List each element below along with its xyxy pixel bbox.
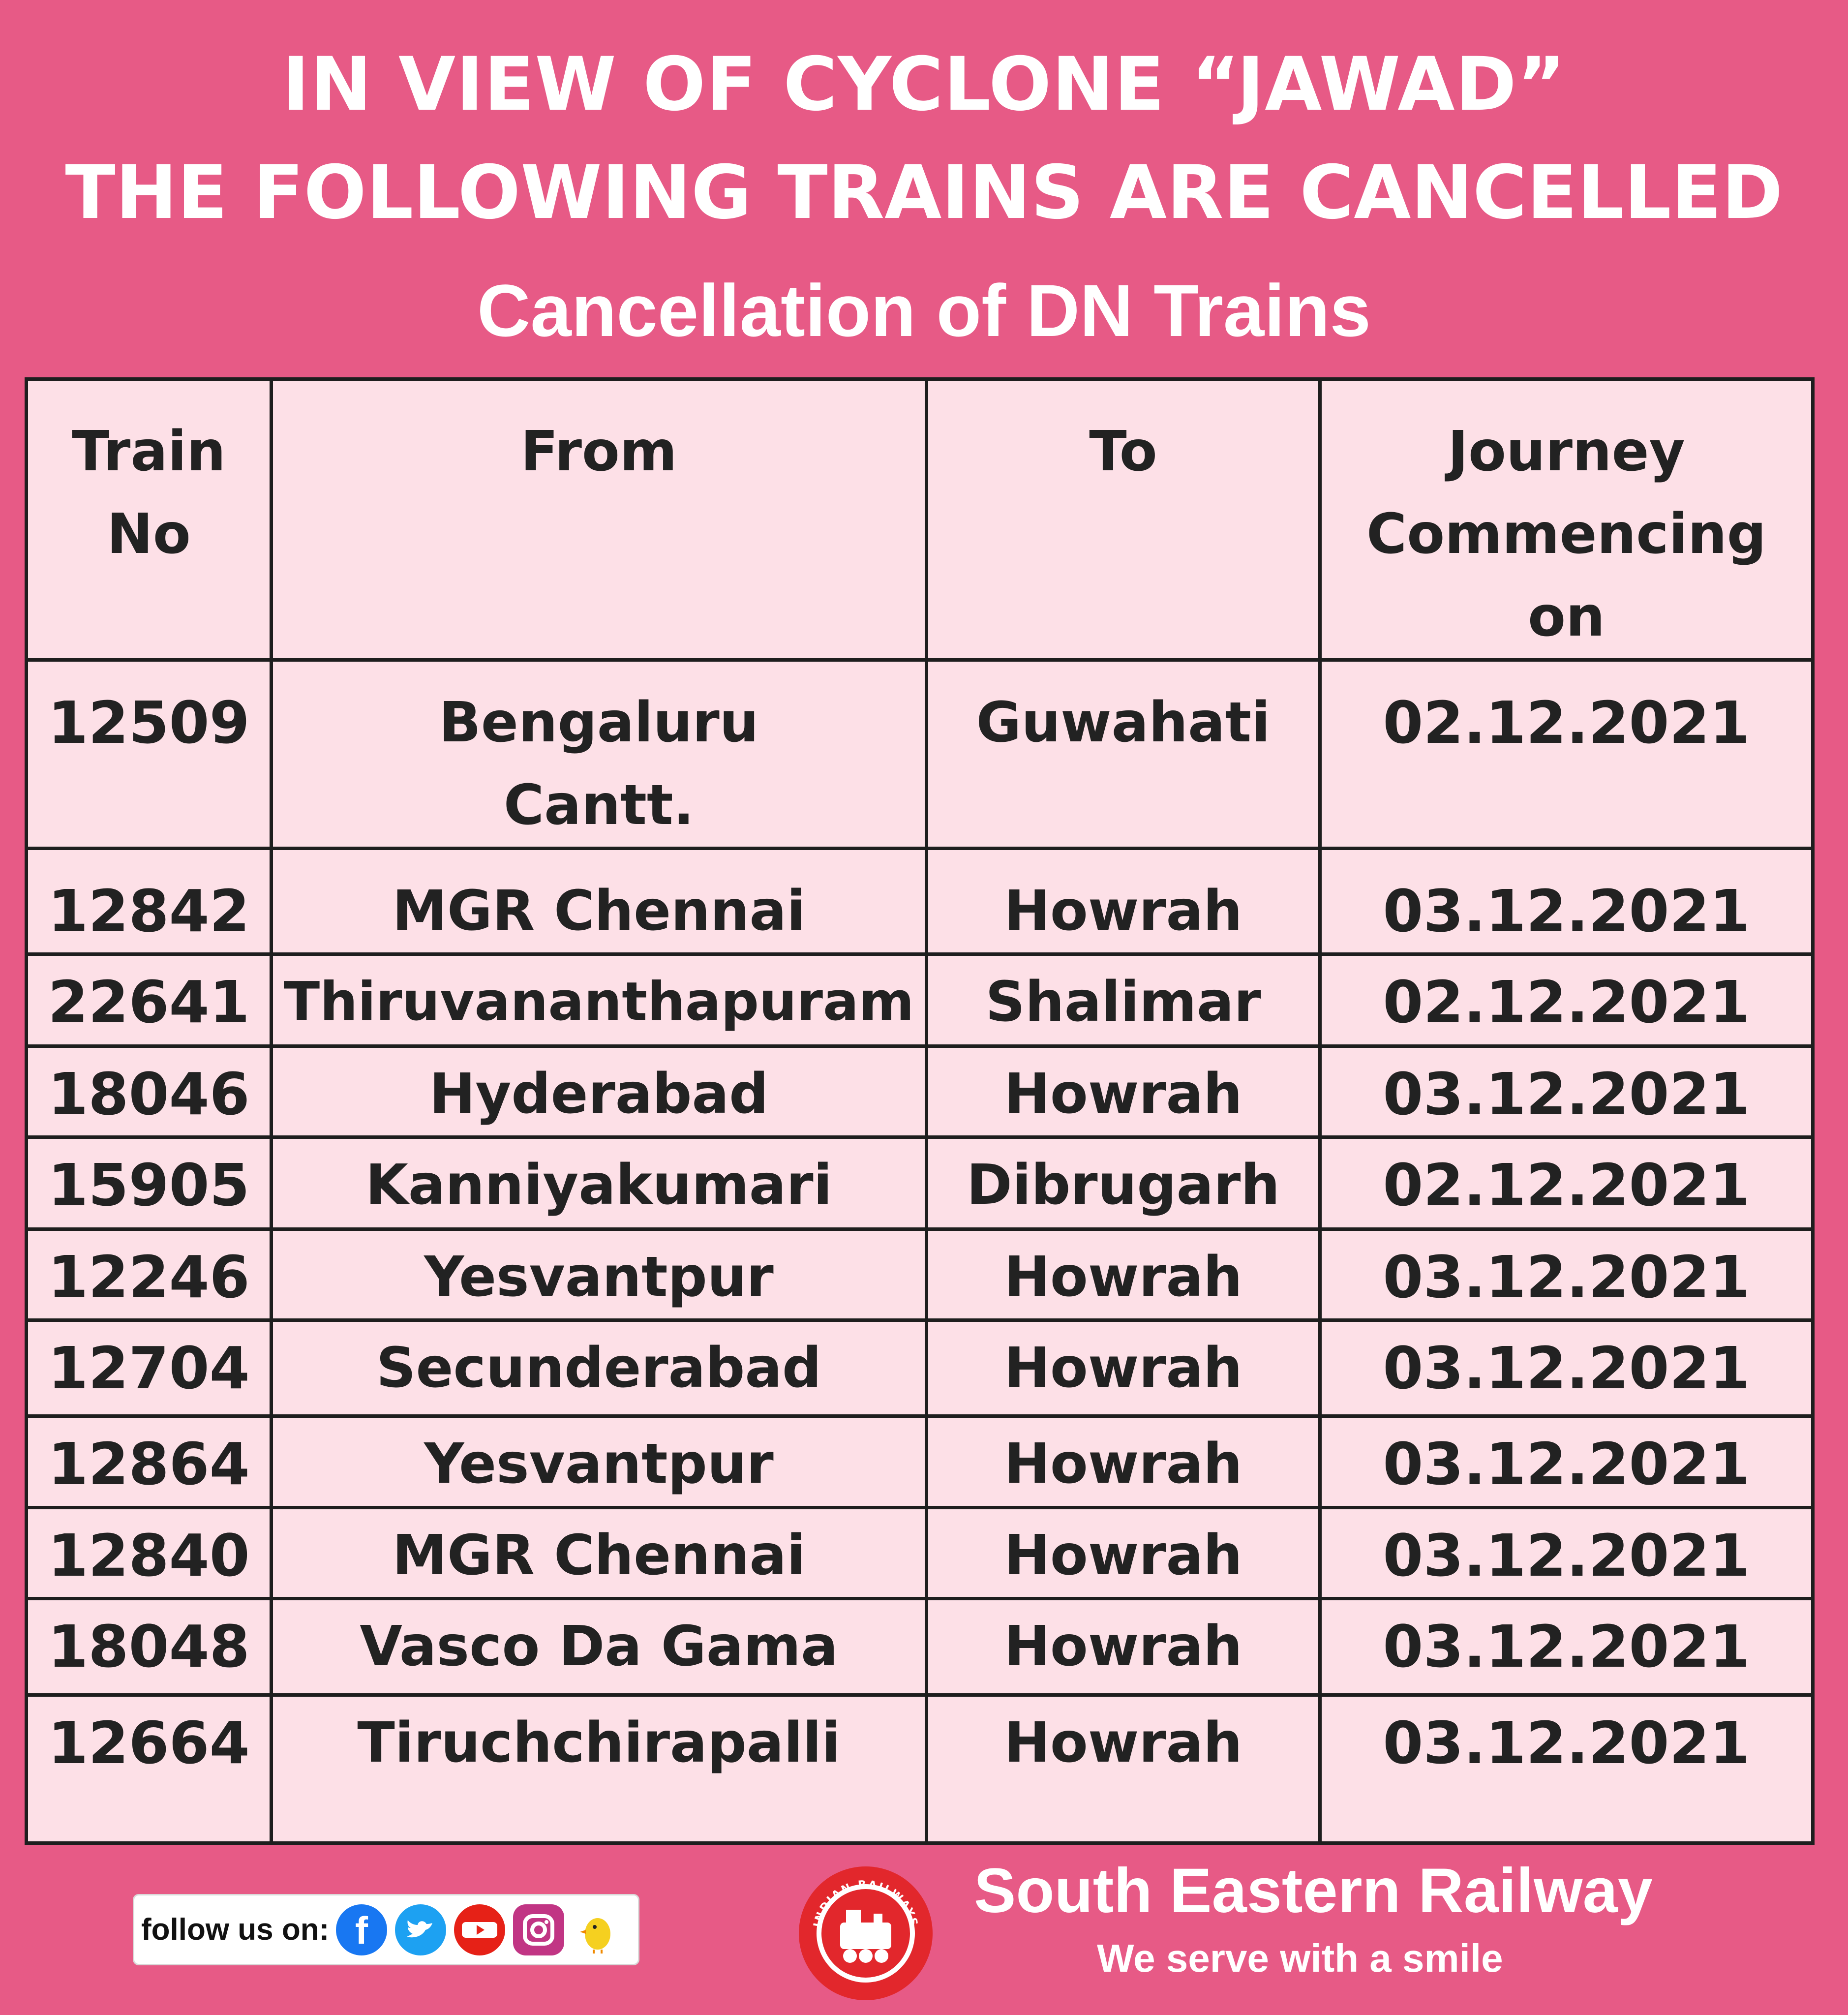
table-row bbox=[27, 1137, 1813, 1229]
cell-to: Howrah bbox=[927, 1320, 1320, 1416]
header-from bbox=[272, 379, 927, 660]
table-row bbox=[27, 1599, 1813, 1695]
twitter-icon[interactable] bbox=[395, 1904, 446, 1955]
cell-to: Howrah bbox=[927, 1046, 1320, 1137]
cell-train-no: 18048 bbox=[27, 1599, 272, 1695]
cell-from: MGR Chennai bbox=[272, 1508, 927, 1599]
cell-train-no: 12509 bbox=[27, 660, 272, 849]
cell-from: Kanniyakumari bbox=[272, 1137, 927, 1229]
table-row bbox=[27, 660, 1813, 849]
cell-train-no: 12704 bbox=[27, 1320, 272, 1416]
header-to-label: To bbox=[1089, 420, 1157, 484]
cell-train-no: 12864 bbox=[27, 1416, 272, 1508]
cell-to: Howrah bbox=[927, 1508, 1320, 1599]
koo-icon[interactable] bbox=[572, 1904, 623, 1955]
cell-date: 03.12.2021 bbox=[1320, 1416, 1813, 1508]
cell-train-no: 12246 bbox=[27, 1229, 272, 1320]
cell-to: Shalimar bbox=[927, 954, 1320, 1046]
headline-line-2: THE FOLLOWING TRAINS ARE CANCELLED bbox=[65, 150, 1783, 236]
cell-to: Guwahati bbox=[927, 660, 1320, 849]
cell-train-no: 12842 bbox=[27, 849, 272, 954]
cell-from: Tiruchchirapalli bbox=[272, 1695, 927, 1843]
subtitle: Cancellation of DN Trains bbox=[477, 269, 1371, 352]
cell-train-no: 15905 bbox=[27, 1137, 272, 1229]
cell-date: 03.12.2021 bbox=[1320, 1229, 1813, 1320]
table-row bbox=[27, 954, 1813, 1046]
cell-train-no: 12664 bbox=[27, 1695, 272, 1843]
cell-to: Howrah bbox=[927, 1695, 1320, 1843]
railways-emblem-icon bbox=[797, 1864, 935, 2002]
facebook-icon[interactable] bbox=[336, 1904, 387, 1955]
table-row bbox=[27, 1416, 1813, 1508]
header-journey-line-2: Commencing bbox=[1366, 502, 1766, 566]
table-row bbox=[27, 1046, 1813, 1137]
cell-train-no: 22641 bbox=[27, 954, 272, 1046]
cell-from-line-2: Cantt. bbox=[503, 773, 695, 837]
header-journey bbox=[1320, 379, 1813, 660]
cell-date: 02.12.2021 bbox=[1320, 1137, 1813, 1229]
cell-date: 02.12.2021 bbox=[1320, 954, 1813, 1046]
header-train-no bbox=[27, 379, 272, 660]
svg-text:f: f bbox=[355, 1908, 368, 1952]
youtube-icon[interactable] bbox=[454, 1904, 505, 1955]
cell-from: MGR Chennai bbox=[272, 849, 927, 954]
cancelled-trains-table bbox=[25, 377, 1815, 1845]
table-row bbox=[27, 1695, 1813, 1843]
cell-date: 03.12.2021 bbox=[1320, 1508, 1813, 1599]
table-row bbox=[27, 849, 1813, 954]
headline-line-1: IN VIEW OF CYCLONE “JAWAD” bbox=[282, 42, 1566, 127]
cell-to: Dibrugarh bbox=[927, 1137, 1320, 1229]
header-to bbox=[927, 379, 1320, 660]
cell-to: Howrah bbox=[927, 1416, 1320, 1508]
brand-tagline: We serve with a smile bbox=[1097, 1936, 1503, 1980]
cell-from-line-1: Bengaluru bbox=[439, 691, 759, 755]
header-journey-line-3: on bbox=[1528, 585, 1605, 649]
cell-train-no: 18046 bbox=[27, 1046, 272, 1137]
cell-date: 03.12.2021 bbox=[1320, 849, 1813, 954]
brand-name: South Eastern Railway bbox=[974, 1856, 1653, 1926]
cell-from: Hyderabad bbox=[272, 1046, 927, 1137]
table-row bbox=[27, 1229, 1813, 1320]
follow-us-label: follow us on: bbox=[141, 1913, 330, 1947]
table-row bbox=[27, 1320, 1813, 1416]
cell-from: Yesvantpur bbox=[272, 1416, 927, 1508]
follow-us-box bbox=[133, 1894, 639, 1965]
cell-from: Yesvantpur bbox=[272, 1229, 927, 1320]
cell-from: Thiruvananthapuram bbox=[272, 954, 927, 1046]
instagram-icon[interactable] bbox=[513, 1904, 564, 1955]
cell-date: 02.12.2021 bbox=[1320, 660, 1813, 849]
header-from-label: From bbox=[520, 420, 677, 484]
header-train-no-line-2: No bbox=[107, 502, 191, 566]
cell-from bbox=[272, 660, 927, 849]
header-train-no-line-1: Train bbox=[71, 420, 226, 484]
table-row bbox=[27, 1508, 1813, 1599]
svg-text:INDIAN RAILWAYS: INDIAN RAILWAYS bbox=[811, 1878, 920, 1928]
cell-from: Secunderabad bbox=[272, 1320, 927, 1416]
cell-date: 03.12.2021 bbox=[1320, 1046, 1813, 1137]
cell-from: Vasco Da Gama bbox=[272, 1599, 927, 1695]
cell-to: Howrah bbox=[927, 849, 1320, 954]
indian-railways-logo bbox=[797, 1864, 935, 2002]
cell-date: 03.12.2021 bbox=[1320, 1695, 1813, 1843]
cell-train-no: 12840 bbox=[27, 1508, 272, 1599]
cell-to: Howrah bbox=[927, 1599, 1320, 1695]
header-journey-line-1: Journey bbox=[1448, 420, 1685, 484]
cell-date: 03.12.2021 bbox=[1320, 1599, 1813, 1695]
table-header-row bbox=[27, 379, 1813, 660]
cell-to: Howrah bbox=[927, 1229, 1320, 1320]
cell-date: 03.12.2021 bbox=[1320, 1320, 1813, 1416]
